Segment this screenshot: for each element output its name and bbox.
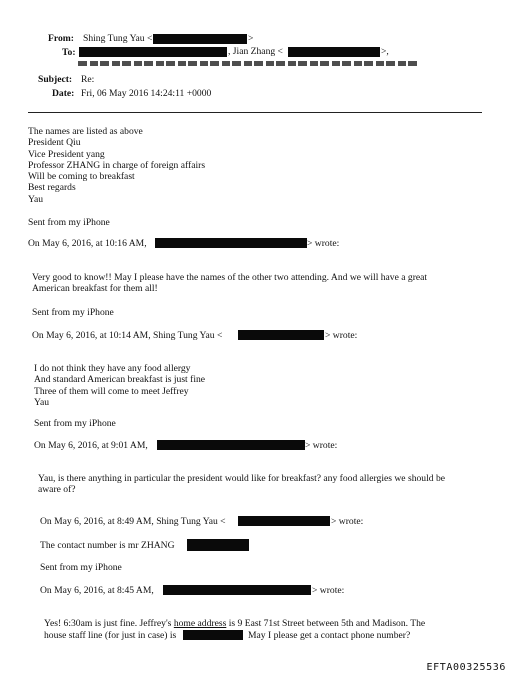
body-line: Vice President yang (28, 148, 105, 160)
to-label: To: (62, 47, 76, 58)
sent-from: Sent from my iPhone (34, 418, 116, 429)
to-value: , Jian Zhang < (228, 46, 283, 57)
redaction (288, 47, 380, 57)
message-body-1 (28, 126, 205, 205)
body-line: Yau, is there anything in particular the president would like for breakfast? any food allergies we should be (38, 473, 446, 484)
message-body-3 (34, 363, 205, 408)
message-body-2 (32, 272, 427, 295)
body-line: I do not think they have any food allergy (34, 363, 191, 374)
quote-header: On May 6, 2016, at 10:14 AM, Shing Tung Yau < (32, 330, 223, 341)
message-body-6-line-2b: May I please get a contact phone number? (248, 630, 411, 641)
header-divider (28, 112, 482, 113)
quote-header-suffix: > wrote: (325, 330, 358, 341)
address-link[interactable]: home address (173, 618, 227, 629)
message-body-4 (38, 473, 445, 496)
quote-header-suffix: > wrote: (305, 440, 338, 451)
quote-header: On May 6, 2016, at 10:16 AM, (28, 238, 147, 249)
redaction (163, 585, 311, 595)
body-line: Very good to know!! May I please have the names of the other two attending. And we will have a great (32, 272, 428, 283)
subject-label: Subject: (38, 74, 73, 85)
body-line: aware of? (38, 484, 76, 496)
quote-header-suffix: > wrote: (307, 238, 340, 249)
redaction (153, 34, 247, 44)
body-text: is 9 East 71st Street between 5th and Madison. The (226, 618, 426, 629)
quote-header: On May 6, 2016, at 8:49 AM, Shing Tung Yau < (40, 516, 226, 527)
body-line: Will be coming to breakfast (28, 171, 135, 183)
bates-number: EFTA00325536 (426, 661, 506, 673)
redaction-scribble (78, 61, 418, 66)
body-line: And standard American breakfast is just fine (34, 374, 206, 386)
message-body-6-line-1 (44, 618, 425, 630)
date-label: Date: (52, 88, 75, 99)
redaction (157, 440, 305, 450)
from-close: > (248, 33, 254, 44)
body-line: Yau (34, 396, 50, 408)
quote-header: On May 6, 2016, at 8:45 AM, (40, 585, 154, 596)
date-value: Fri, 06 May 2016 14:24:11 +0000 (81, 88, 212, 99)
body-line: American breakfast for them all! (32, 283, 158, 295)
body-line: The names are listed as above (28, 126, 143, 137)
body-line: Three of them will come to meet Jeffrey (34, 385, 189, 397)
body-line: Professor ZHANG in charge of foreign affairs (28, 159, 206, 171)
body-text: Yes! 6:30am is just fine. Jeffrey's (44, 618, 174, 629)
body-line: President Qiu (28, 137, 81, 149)
subject-value: Re: (81, 74, 95, 85)
redaction (238, 516, 330, 526)
quote-header-suffix: > wrote: (312, 585, 345, 596)
sent-from: Sent from my iPhone (28, 217, 110, 228)
redaction (238, 330, 324, 340)
redaction (187, 539, 249, 551)
sent-from: Sent from my iPhone (40, 562, 122, 573)
sent-from: Sent from my iPhone (32, 307, 114, 318)
quote-header-suffix: > wrote: (331, 516, 364, 527)
message-body-5: The contact number is mr ZHANG (40, 540, 175, 551)
from-value: Shing Tung Yau < (83, 33, 153, 44)
from-label: From: (48, 33, 74, 44)
redaction (79, 47, 227, 57)
redaction (183, 630, 243, 640)
body-line: Yau (28, 193, 44, 205)
message-body-6-line-2: house staff line (for just in case) is (44, 630, 177, 641)
redaction (155, 238, 307, 248)
to-close: >, (381, 46, 389, 57)
quote-header: On May 6, 2016, at 9:01 AM, (34, 440, 148, 451)
body-line: Best regards (28, 182, 76, 194)
